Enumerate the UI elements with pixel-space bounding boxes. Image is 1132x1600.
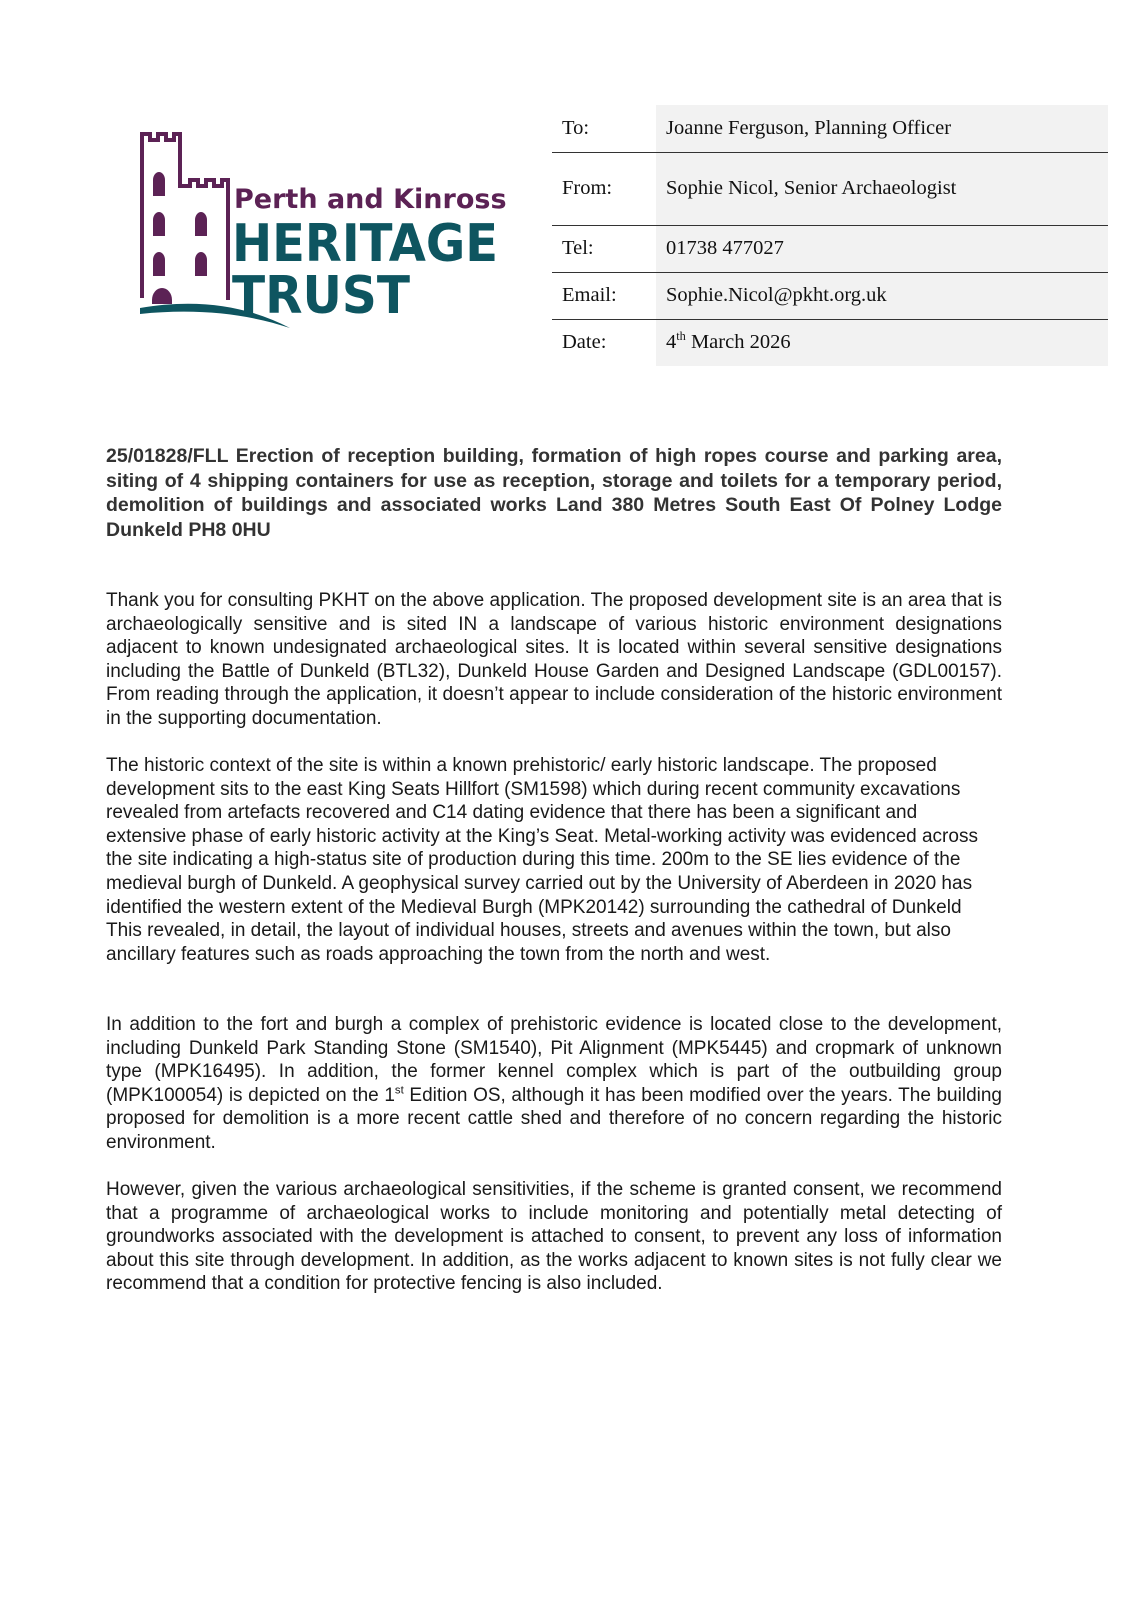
memo-header-table — [552, 105, 1108, 366]
date-day: 4 — [666, 331, 677, 354]
memo-row-email — [552, 272, 1108, 319]
from-label: From: — [562, 177, 613, 199]
from-value: Sophie Nicol, Senior Archaeologist — [656, 152, 1108, 225]
svg-text:Perth and Kinross: Perth and Kinross — [234, 184, 507, 215]
date-value — [656, 319, 1108, 366]
p3-text-a: In addition to the fort and burgh a complex of prehistoric evidence is located close to the development, including Dunkeld Park Standing Stone (SM1540), Pit Alignment (MPK5445) and cropmark of unknown type (MPK16495). In addition, the former kennel complex which is part of the outbuilding group (MPK100054) is depicted on the 1 — [106, 1014, 1002, 1106]
to-value: Joanne Ferguson, Planning Officer — [656, 105, 1108, 152]
application-heading: 25/01828/FLL Erection of reception building, formation of high ropes course and parking area, siting of 4 shipping containers for use as reception, storage and toilets for a temporary period, demolition of buildings and associated works Land 380 Metres South East Of Polney Lodge Dunkeld PH8 0HU — [106, 445, 1002, 541]
paragraph-prehistoric-evidence — [106, 1013, 1002, 1155]
svg-text:TRUST: TRUST — [232, 266, 411, 326]
memo-row-tel — [552, 225, 1108, 272]
date-ordinal: th — [676, 329, 686, 344]
castle-tower-icon — [138, 128, 508, 333]
tel-label: Tel: — [562, 237, 594, 259]
memo-row-date — [552, 319, 1108, 366]
p3-ordinal: st — [394, 1084, 404, 1097]
paragraph-consultation: Thank you for consulting PKHT on the above application. The proposed development site is an area that is archaeologically sensitive and is sited IN a landscape of various historic environment designations adjacent to known undesignated archaeological sites. It is located within several sensitive designations including the Battle of Dunkeld (BTL32), Dunkeld House Garden and Designed Landscape (GDL00157). From reading through the application, it doesn’t appear to include consideration of the historic environment in the supporting documentation. — [106, 590, 1002, 729]
date-label: Date: — [562, 331, 607, 354]
date-rest: March 2026 — [685, 331, 791, 354]
svg-text:HERITAGE: HERITAGE — [232, 214, 498, 274]
email-value: Sophie.Nicol@pkht.org.uk — [656, 272, 1108, 319]
paragraph-historic-context: The historic context of the site is within a known prehistoric/ early historic landscape. The proposed development sits to the east King Seats Hillfort (SM1598) which during recent community excavations revealed from artefacts recovered and C14 dating evidence that there has been a significant and extensive phase of early historic activity at the King’s Seat. Metal-working activity was evidenced across the site indicating a high-status site of production during this time. 200m to the SE lies evidence of the medieval burgh of Dunkeld. A geophysical survey carried out by the University of Aberdeen in 2020 has identified the western extent of the Medieval Burgh (MPK20142) surrounding the cathedral of Dunkeld This revealed, in detail, the layout of individual houses, streets and avenues within the town, but also ancillary features such as roads approaching the town from the north and west. — [106, 755, 978, 965]
email-label: Email: — [562, 284, 617, 306]
memo-row-from — [552, 152, 1108, 225]
tel-value: 01738 477027 — [656, 225, 1108, 272]
pkht-logo — [138, 128, 508, 333]
paragraph-recommendation: However, given the various archaeological sensitivities, if the scheme is granted consent, we recommend that a programme of archaeological works to include monitoring and potentially metal detecting of groundworks associated with the development is attached to consent, to prevent any loss of information about this site through development. In addition, as the works adjacent to known sites is not fully clear we recommend that a condition for protective fencing is also included. — [106, 1179, 1002, 1295]
to-label: To: — [562, 116, 590, 139]
p3-text-b: Edition OS, although it has been modified over the years. The building proposed for demolition is a more recent cattle shed and therefore of no concern regarding the historic environment. — [106, 1084, 1002, 1153]
memo-row-to — [552, 105, 1108, 152]
